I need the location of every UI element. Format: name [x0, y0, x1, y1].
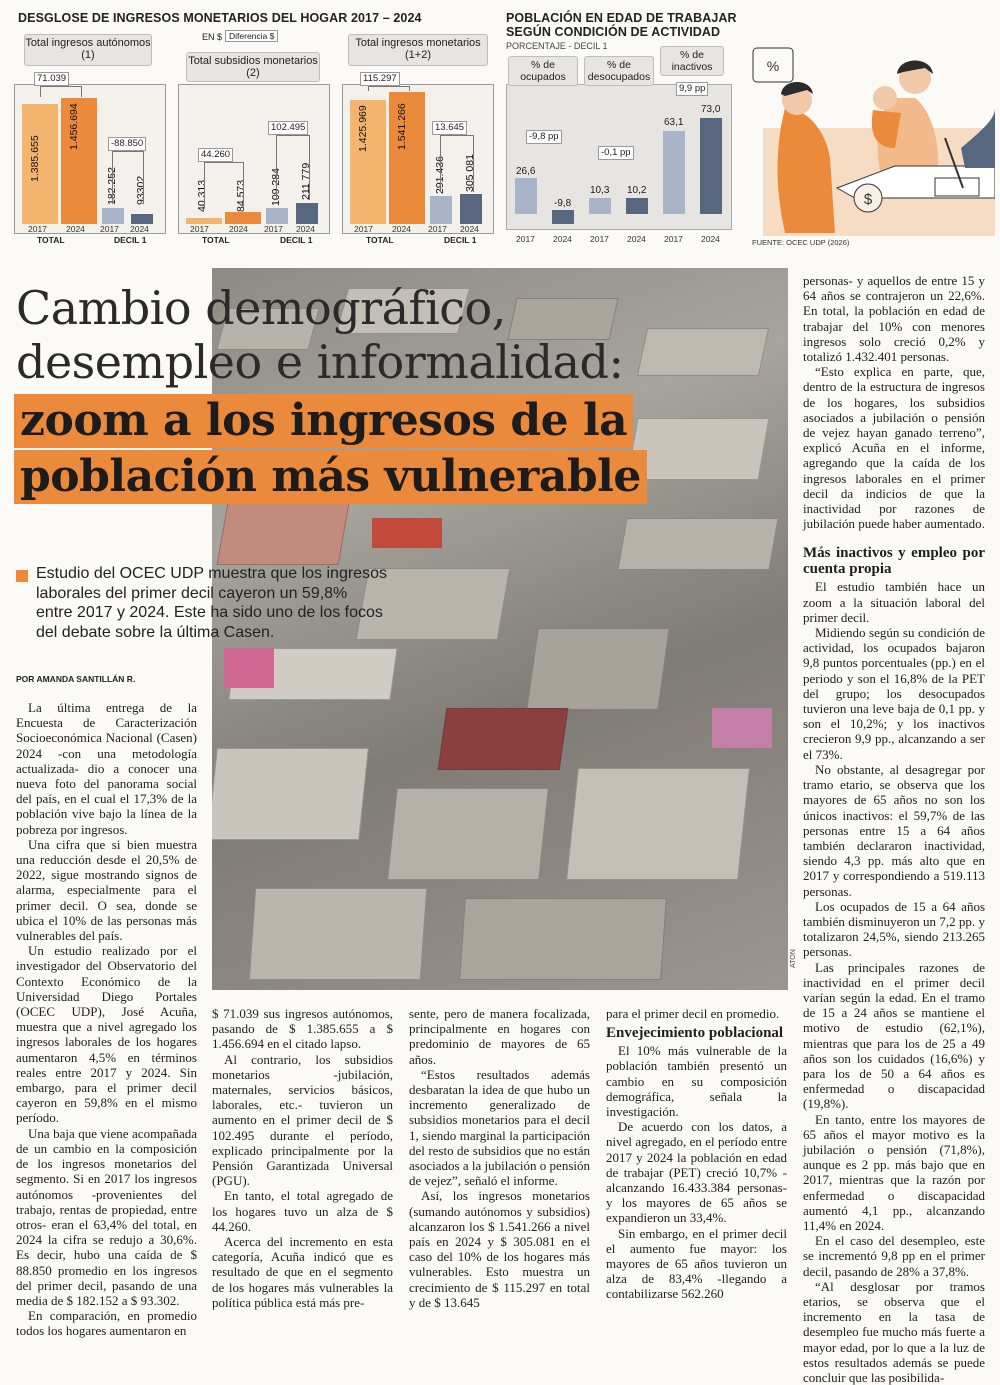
year-label: 2024 — [460, 224, 479, 234]
article-column-1 — [16, 700, 197, 1339]
year-label: 2017 — [664, 234, 683, 244]
diff-autonomous-decil1: -88.850 — [108, 137, 146, 151]
paragraph: “Estos resultados además desbaratan la idea de que hubo un incremento generalizado de subsidios monetarios para el decil 1, siendo marginal la participación del resto de subsidios que no están asociados a la jubilación o pensión de vejez”, señaló el informe. — [409, 1066, 590, 1189]
connector — [276, 135, 310, 200]
bar-employed-2017 — [515, 178, 537, 214]
child-head-icon — [873, 86, 897, 110]
bar-subsidies-decil1-2024 — [296, 203, 318, 224]
article-column-5 — [803, 273, 985, 1385]
paragraph: para el primer decil en promedio. — [606, 1006, 780, 1021]
label-total-income-total-2024: 1.541.266 — [396, 103, 408, 150]
photo-roof — [526, 628, 670, 710]
paragraph: “Al desglosar por tramos etarios, se observa que el incremento en la tasa de desempleo fue mucho más fuerte a mayor edad, por lo que a la luz de estos resultados además se puede concluir que las posibilida- — [803, 1278, 985, 1385]
label-subsidies-total-2017: 40 313 — [196, 179, 208, 212]
label-total-income-decil1-2017: 291.436 — [434, 156, 446, 194]
photo-roof — [566, 768, 750, 880]
year-label: 2024 — [392, 224, 411, 234]
bar-total-income-decil1-2024 — [460, 194, 482, 224]
group-employed: % de ocupados — [508, 56, 578, 86]
bar-unemployed-2017 — [589, 198, 611, 214]
group-label-decil1: DECIL 1 — [114, 235, 147, 245]
paragraph: $ 71.039 sus ingresos autónomos, pasando de $ 1.385.655 a $ 1.456.694 en el citado lapso. — [212, 1006, 393, 1052]
document-icon — [935, 178, 979, 196]
value-inactive-2024: 73,0 — [701, 104, 721, 115]
group-label-decil1: DECIL 1 — [280, 235, 313, 245]
income-infographic-title: DESGLOSE DE INGRESOS MONETARIOS DEL HOGAR 2017 – 2024 — [18, 11, 422, 25]
photo-roof — [508, 298, 619, 340]
panel-total-income-title: Total ingresos monetarios (1+2) — [348, 34, 488, 66]
group-inactive: % de inactivos — [660, 46, 724, 76]
year-label: 2017 — [354, 224, 373, 234]
paragraph: Un estudio realizado por el investigador del Observatorio del Contexto Económico de la Universidad Diego Portales (OCEC UDP), José Acuña, muestra que a nivel agregado los ingresos laborales de los hogares aumentaron 4,5% en términos reales entre 2017 y 2024. Sin embargo, para el primer decil cayeron en 59,8% en el mismo período. — [16, 943, 197, 1126]
panel-subsidies-title: Total subsidios monetarios (2) — [186, 52, 320, 82]
subheading-inactivity: Más inactivos y empleo por cuenta propia — [803, 545, 985, 578]
label-autonomous-decil1-2017: 182.252 — [106, 167, 118, 205]
headline-line-4: población más vulnerable — [14, 450, 647, 504]
headline-line-3: zoom a los ingresos de la — [14, 394, 633, 448]
photo-pink-house — [224, 648, 274, 688]
diff-unemployed: -0,1 pp — [598, 146, 634, 160]
bar-employed-2024 — [552, 210, 574, 224]
diff-inactive: 9,9 pp — [676, 82, 708, 96]
diff-total-income-decil1: 13.645 — [432, 121, 467, 135]
diff-employed: -9,8 pp — [526, 130, 562, 144]
bar-subsidies-total-2024 — [225, 212, 261, 224]
year-label: 2024 — [296, 224, 315, 234]
bar-total-income-decil1-2017 — [430, 196, 452, 224]
paragraph: En tanto, el total agregado de los hogares tuvo un alza de $ 44.260. — [212, 1188, 393, 1234]
value-employed-2017: 26,6 — [516, 166, 536, 177]
bar-inactive-2024 — [700, 118, 722, 214]
year-label: 2017 — [190, 224, 209, 234]
label-subsidies-decil1-2017: 109 284 — [270, 168, 282, 206]
paragraph: Midiendo según su condición de actividad, los ocupados bajaron 9,8 puntos porcentuales (pp.) en el periodo y son el 16,8% de la PET del grupo; los desocupados tuvieron una leve baja de 0,1 pp. y son el 10,2%; y los inactivos crecieron 9,9 pp., alcanzando a ser el 73%. — [803, 625, 985, 762]
labor-chart-subtitle: PORCENTAJE - DECIL 1 — [506, 41, 608, 51]
year-label: 2024 — [66, 224, 85, 234]
group-label-total: TOTAL — [366, 235, 394, 245]
paragraph: De acuerdo con los datos, a nivel agregado, en el período entre 2017 y 2024 la población en edad de trabajar (PET) creció 10,7% -alcanzando 16.433.384 personas- y los mayores de 65 años se expandieron un 33,4%. — [606, 1119, 787, 1226]
group-label-decil1: DECIL 1 — [444, 235, 477, 245]
diff-total-income-total: 115.297 — [360, 72, 400, 86]
legend-difference: Diferencia $ — [225, 30, 278, 42]
label-autonomous-total-2024: 1.456.694 — [68, 103, 80, 150]
percent-icon: % — [766, 58, 780, 74]
year-label: 2024 — [130, 224, 149, 234]
year-label: 2024 — [627, 234, 646, 244]
paragraph: Una baja que viene acompañada de un cambio en la composición de los ingresos monetarios del segmento. Si en 2017 los ingresos autónomos -provenientes del trabajo, rentas de propiedad, entre otros- eran el 63,4% del total, en 2024 la cifra se redujo a 30,6%. Es decir, hubo una caída de $ 88.850 promedio en los ingresos del primer decil, pasando de una media de $ 182.152 a $ 93.302. — [16, 1125, 197, 1308]
lead-paragraph: Estudio del OCEC UDP muestra que los ingresos laborales del primer decil cayeron un 59,8% entre 2017 y 2024. Este ha sido uno de los focos del debate sobre la última Casen. — [36, 565, 387, 641]
group-label-total: TOTAL — [202, 235, 230, 245]
photo-red-house — [372, 518, 442, 548]
photo-roof — [212, 748, 369, 840]
bar-autonomous-decil1-2017 — [102, 208, 124, 224]
paragraph: En el caso del desempleo, este se incrementó 9,8 pp en el primer decil, pasando de 28% a 37,8%. — [803, 1233, 985, 1279]
year-label: 2017 — [590, 234, 609, 244]
bar-unemployed-2024 — [626, 198, 648, 214]
photo-roof — [459, 898, 667, 980]
dollar-icon: $ — [863, 191, 873, 208]
group-unemployed: % de desocupados — [584, 56, 654, 86]
label-total-income-total-2017: 1.425.969 — [357, 105, 369, 152]
connector — [40, 86, 82, 97]
label-autonomous-decil1-2024: 93302 — [135, 175, 147, 205]
subheading-aging: Envejecimiento poblacional — [606, 1025, 784, 1042]
connector — [112, 151, 144, 204]
photo-roof — [637, 328, 769, 376]
year-label: 2017 — [100, 224, 119, 234]
article-column-4 — [606, 1006, 787, 1302]
label-subsidies-total-2024: 84 573 — [235, 179, 247, 212]
headline-line-1: Cambio demográfico, — [16, 281, 506, 335]
photo-roof — [617, 518, 778, 570]
bar-inactive-2017 — [663, 131, 685, 214]
year-label: 2024 — [553, 234, 572, 244]
connector — [368, 86, 410, 91]
value-employed-2024: -9,8 — [554, 198, 572, 209]
paragraph: No obstante, al desagregar por tramo etario, se observa que los mayores de 65 años no son los únicos inactivos: el 59,7% de las personas entre 15 a 64 años también declararon inactividad, siendo 4,3 pp. más alto que en 2017 y correspondiendo a 519.113 personas. — [803, 761, 985, 899]
bar-subsidies-decil1-2017 — [266, 208, 288, 224]
paragraph: Al contrario, los subsidios monetarios -jubilación, maternales, servicios básicos, laborales, etc.- tuvieron un aumento en el primer decil de $ 102.495 durante el período, explicado principalmente por la Pensión Garantizada Universal (PGU). — [212, 1051, 393, 1189]
value-inactive-2017: 63,1 — [664, 117, 684, 128]
photo-credit: ATON — [790, 949, 797, 968]
value-unemployed-2024: 10,2 — [627, 185, 647, 196]
paragraph: La última entrega de la Encuesta de Caracterización Socioeconómica Nacional (Casen) 2024 -con una metodología actualizada- dio a conocer una nueva foto del panorama social del país, en el cual el 17,3% de la población vive bajo la línea de la pobreza por ingresos. — [16, 700, 197, 837]
paragraph: En comparación, en promedio todos los hogares aumentaron en — [16, 1308, 197, 1339]
paragraph: “Esto explica en parte, que, dentro de la estructura de ingresos de los hogares, los subsidios asociados a jubilación o pensión de vejez hayan ganado terreno”, explicó Acuña en el informe, agregando que la caída de los ingresos laborales en el primer decil da indicios de que la inactividad por razones de jubilación puede haber aumentado. — [803, 364, 985, 532]
photo-roof — [438, 708, 569, 770]
paragraph: El 10% más vulnerable de la población también presentó un cambio en su composición demográfica, señala la investigación. — [606, 1043, 787, 1120]
headline-line-2: desempleo e informalidad: — [16, 335, 624, 389]
photo-roof — [387, 788, 549, 880]
article-column-2 — [212, 1006, 393, 1310]
paragraph: Las principales razones de inactividad en el primer decil varían según la edad. En el tramo de 15 a 24 años se mantiene el motivo de estudio (62,1%), mientras que para los de 25 a 49 años son los cuidados (16,6%) y para los de 50 a 64 años es enfermedad o discapacidad (19,8%). — [803, 959, 985, 1112]
photo-roof — [627, 418, 770, 480]
label-subsidies-decil1-2024: 211 779 — [300, 162, 312, 200]
year-label: 2017 — [264, 224, 283, 234]
paragraph: Los ocupados de 15 a 64 años también disminuyeron un 7,2 pp. y totalizaron 24,5%, siendo 213.265 personas. — [803, 898, 985, 960]
group-label-total: TOTAL — [37, 235, 65, 245]
labor-chart-title-2: SEGÚN CONDICIÓN DE ACTIVIDAD — [506, 25, 721, 39]
paragraph: Sin embargo, en el primer decil el aumento fue mayor: los mayores de 65 años tuvieron un alza de 83,4% -llegando a contabilizarse 562.260 — [606, 1225, 787, 1302]
byline: POR AMANDA SANTILLÁN R. — [16, 674, 136, 684]
bar-autonomous-decil1-2024 — [131, 214, 153, 224]
paragraph: El estudio también hace un zoom a la situación laboral del primer decil. — [803, 579, 985, 625]
paragraph: En tanto, entre los mayores de 65 años el mayor motivo es la jubilación o pensión (71,8%), aunque es 2 pp. más bajo que en 2017, mientras que la razón por enfermedad o discapacidad aumentó 4,1 pp., alcanzando 11,4% en 2024. — [803, 1111, 985, 1233]
photo-roof — [249, 888, 427, 980]
photo-roof — [217, 503, 350, 565]
diff-autonomous-total: 71.039 — [34, 72, 69, 86]
paragraph: sente, pero de manera focalizada, principalmente en hogares con predominio de mayores de 65 años. — [409, 1006, 590, 1067]
lead-bullet-icon — [16, 570, 28, 582]
source-note: FUENTE: OCEC UDP (2026) — [752, 238, 850, 247]
family-finance-illustration — [745, 38, 995, 236]
panel-autonomous-title: Total ingresos autónomos (1) — [24, 34, 152, 66]
year-label: 2024 — [701, 234, 720, 244]
connector — [204, 162, 244, 207]
labor-chart-title-1: POBLACIÓN EN EDAD DE TRABAJAR — [506, 11, 737, 25]
article-column-3 — [409, 1006, 590, 1310]
label-total-income-decil1-2024: 305 081 — [464, 154, 476, 192]
woman-figure-icon — [778, 108, 836, 233]
year-label: 2017 — [428, 224, 447, 234]
paragraph: Así, los ingresos monetarios (sumando autónomos y subsidios) alcanzaron los $ 1.541.266 a nivel país en 2024 y $ 305.081 en el caso del 10% de los hogares más vulnerables. Esto muestra un crecimiento de $ 115.297 en total y de $ 13.645 — [409, 1188, 590, 1310]
diff-subsidies-decil1: 102.495 — [268, 121, 308, 135]
label-autonomous-total-2017: 1.385.655 — [29, 135, 41, 182]
year-label: 2024 — [229, 224, 248, 234]
diff-subsidies-total: 44.260 — [198, 148, 233, 162]
legend-currency: EN $ — [202, 32, 223, 42]
paragraph: personas- y aquellos de entre 15 y 64 años se contrajeron un 22,6%. En total, la población en edad de trabajar del 10% con menores ingresos solo creció 0,2% y totalizó 1.432.401 personas. — [803, 273, 985, 365]
year-label: 2017 — [516, 234, 535, 244]
value-unemployed-2017: 10,3 — [590, 185, 610, 196]
photo-purple-house — [712, 708, 772, 748]
paragraph: Acerca del incremento en esta categoría, Acuña indicó que es resultado de que en el segmento de los hogares más vulnerables la política pública está más pre- — [212, 1234, 393, 1310]
paragraph: Una cifra que si bien muestra una reducción desde el 20,5% de 2022, sigue mostrando signos de alarma, especialmente para el primer decil. O sea, donde se ubica el 10% de las personas más vulnerables del país. — [16, 836, 197, 944]
year-label: 2017 — [28, 224, 47, 234]
connector — [440, 135, 474, 192]
